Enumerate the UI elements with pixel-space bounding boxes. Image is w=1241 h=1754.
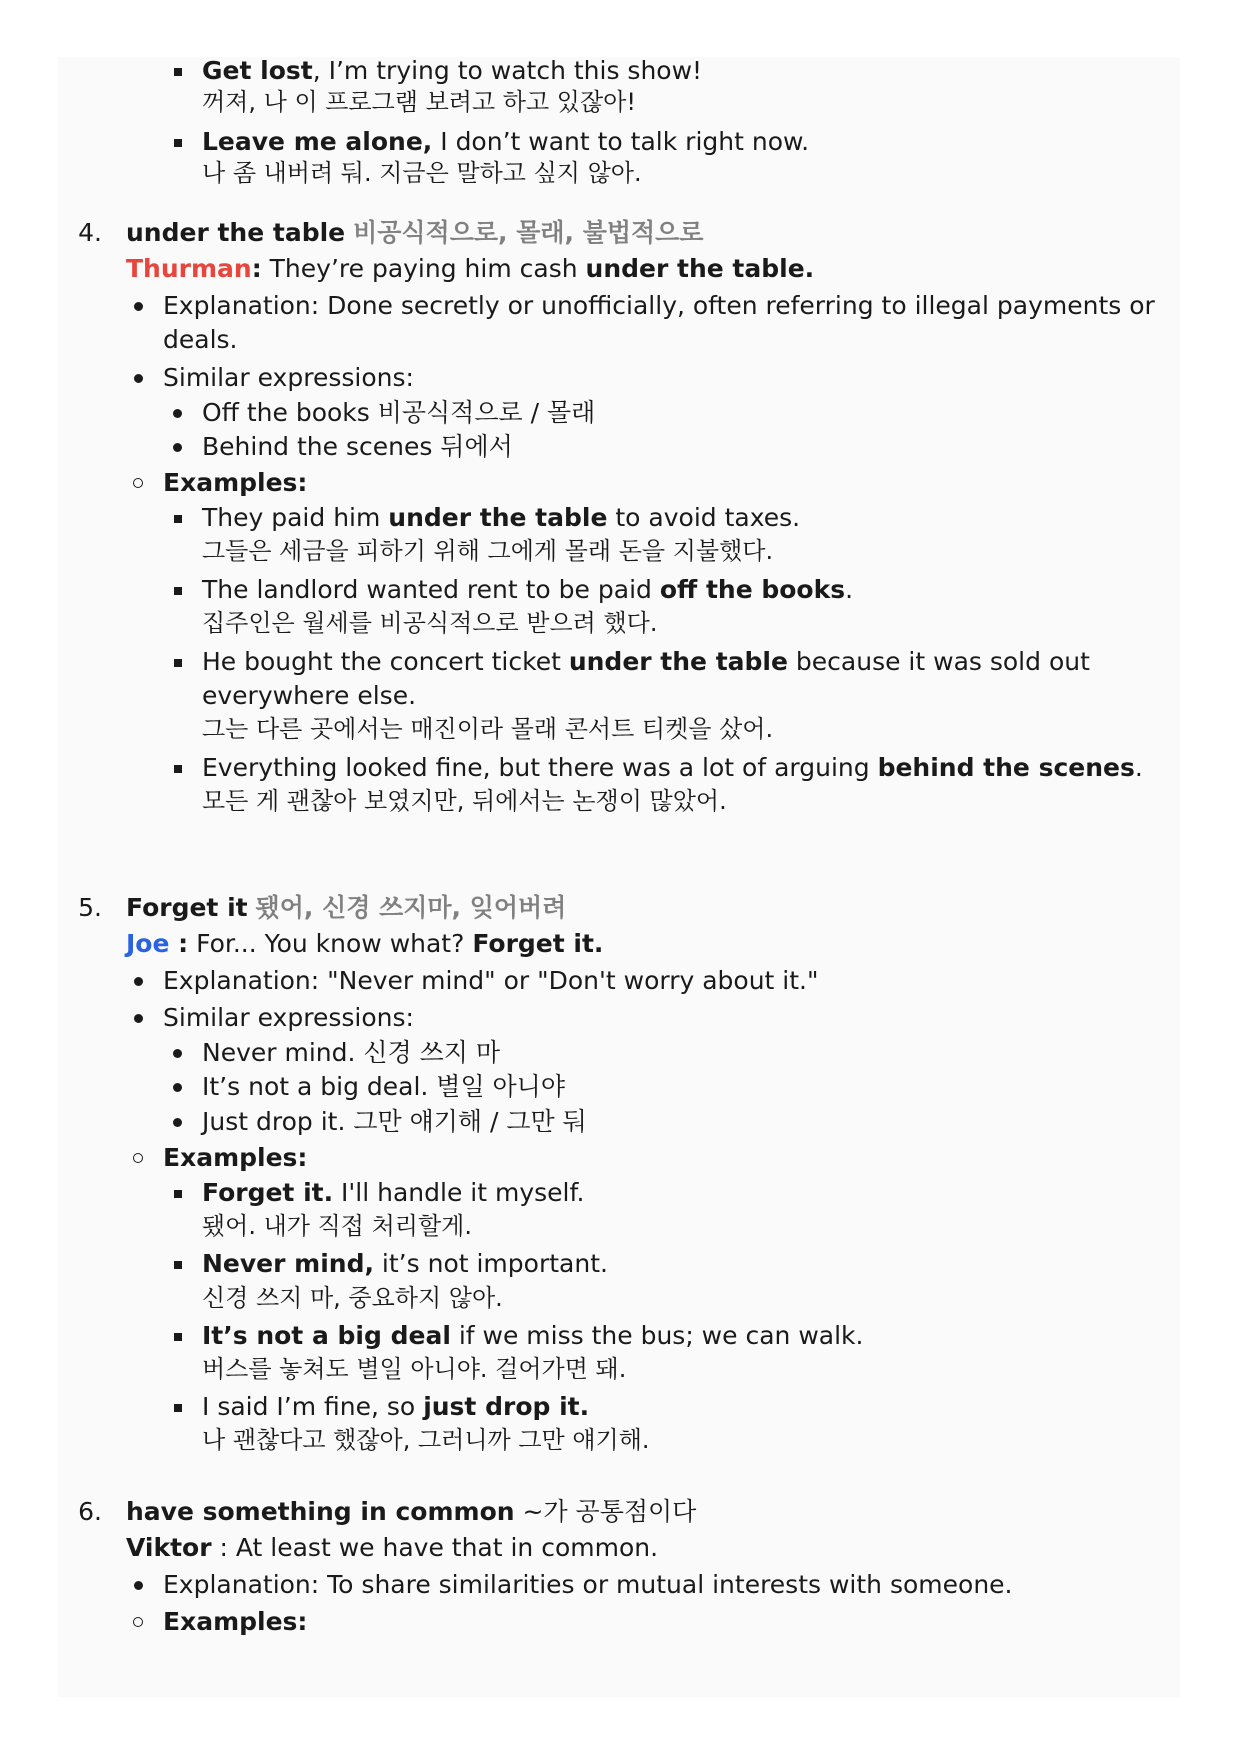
korean-translation: 집주인은 월세를 비공식적으로 받으려 했다. (202, 609, 658, 637)
korean-translation: 나 괜찮다고 했잖아, 그러니까 그만 얘기해. (202, 1426, 650, 1454)
korean-translation: 신경 쓰지 마, 중요하지 않아. (202, 1284, 503, 1312)
similar-expression: It’s not a big deal. 별일 아니야 (202, 1069, 565, 1104)
section-number: 5. (78, 893, 102, 922)
section-heading: have something in common ~가 공통점이다 (126, 1497, 697, 1526)
example-item: They paid him under the table to avoid taxes. (202, 500, 800, 535)
similar-expression: Behind the scenes 뒤에서 (202, 429, 513, 464)
similar-expression: Off the books 비공식적으로 / 몰래 (202, 395, 595, 430)
korean-translation: 버스를 놓쳐도 별일 아니야. 걸어가면 돼. (202, 1355, 627, 1383)
example-item: The landlord wanted rent to be paid off the books. (202, 572, 853, 607)
similar-expression: Never mind. 신경 쓰지 마 (202, 1035, 500, 1070)
section-number: 4. (78, 218, 102, 247)
explanation-continuation: deals. (163, 325, 238, 354)
explanation-item: Explanation: "Never mind" or "Don't worry about it." (163, 963, 819, 998)
explanation-item: Explanation: Done secretly or unofficially, often referring to illegal payments or (163, 288, 1155, 323)
example-item: It’s not a big deal if we miss the bus; we can walk. (202, 1318, 863, 1353)
explanation-item: Explanation: To share similarities or mutual interests with someone. (163, 1567, 1013, 1602)
section-number: 6. (78, 1497, 102, 1526)
korean-translation: 그들은 세금을 피하기 위해 그에게 몰래 돈을 지불했다. (202, 537, 774, 565)
similar-expressions-item: Similar expressions: (163, 1000, 414, 1035)
document-page (58, 57, 1180, 1697)
similar-expression: Just drop it. 그만 얘기해 / 그만 둬 (202, 1104, 587, 1139)
example-item: Never mind, it’s not important. (202, 1246, 608, 1281)
korean-translation: 꺼져, 나 이 프로그램 보려고 하고 있잖아! (202, 88, 636, 116)
example-item: I said I’m fine, so just drop it. (202, 1389, 589, 1424)
example-continuation: everywhere else. (202, 681, 417, 710)
examples-label: Examples: (163, 465, 307, 500)
example-item: Forget it. I'll handle it myself. (202, 1175, 584, 1210)
list-item: Leave me alone, I don’t want to talk right now. (202, 124, 809, 159)
similar-expressions-item: Similar expressions: (163, 360, 414, 395)
korean-translation: 나 좀 내버려 둬. 지금은 말하고 싶지 않아. (202, 159, 642, 187)
example-item: He bought the concert ticket under the table because it was sold out (202, 644, 1090, 679)
examples-label: Examples: (163, 1604, 307, 1639)
korean-translation: 됐어. 내가 직접 처리할게. (202, 1212, 472, 1240)
section-heading: under the table 비공식적으로, 몰래, 불법적으로 (126, 218, 704, 247)
example-item: Everything looked fine, but there was a lot of arguing behind the scenes. (202, 750, 1143, 785)
dialogue-line: Joe : For... You know what? Forget it. (126, 929, 604, 958)
section-heading: Forget it 됐어, 신경 쓰지마, 잊어버려 (126, 893, 567, 922)
dialogue-line: Thurman: They’re paying him cash under the table. (126, 254, 815, 283)
list-item: Get lost, I’m trying to watch this show! (202, 53, 702, 88)
korean-translation: 모든 게 괜찮아 보였지만, 뒤에서는 논쟁이 많았어. (202, 787, 727, 815)
examples-label: Examples: (163, 1140, 307, 1175)
korean-translation: 그는 다른 곳에서는 매진이라 몰래 콘서트 티켓을 샀어. (202, 715, 774, 743)
dialogue-line: Viktor : At least we have that in common. (126, 1533, 659, 1562)
